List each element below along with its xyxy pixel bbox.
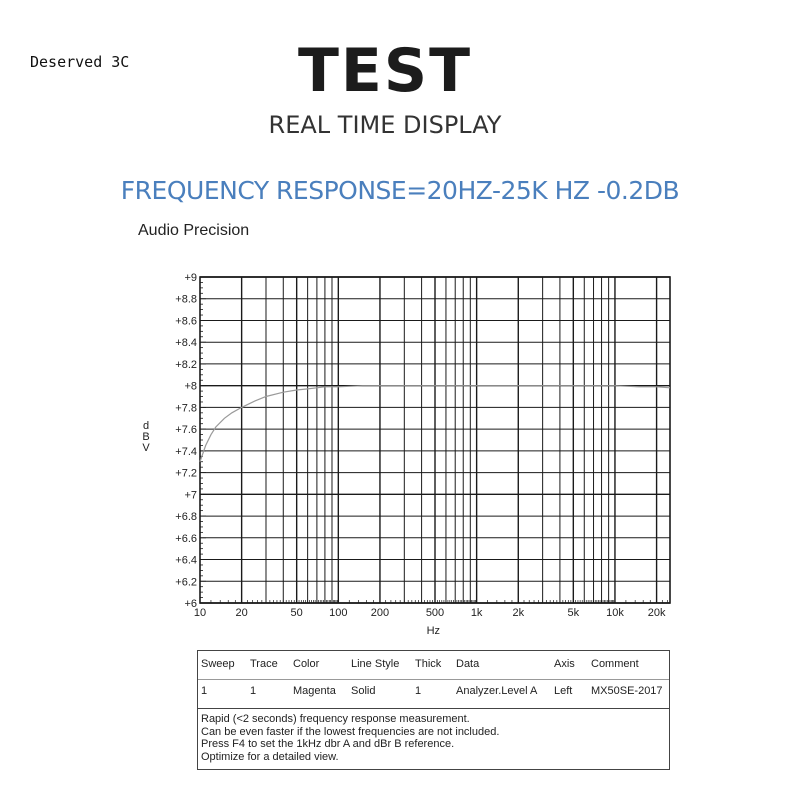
y-tick-label: +7.8	[175, 402, 197, 415]
x-tick-label: 1k	[470, 607, 483, 619]
page-title: TEST	[297, 36, 473, 106]
x-tick-label: 500	[425, 607, 445, 619]
x-tick-label: 20k	[647, 607, 666, 619]
table-header-color: Color	[293, 658, 320, 670]
table-header-thick: Thick	[415, 658, 442, 670]
note-line: Can be even faster if the lowest frequencies are not included.	[201, 725, 500, 738]
y-tick-label: +8.2	[175, 358, 197, 371]
y-tick-label: +8.6	[175, 315, 197, 328]
table-header-trace: Trace	[250, 658, 278, 670]
y-axis-label: d B V	[142, 420, 150, 454]
x-tick-label: 100	[329, 607, 348, 619]
table-notes	[198, 709, 669, 767]
y-tick-label: +7.2	[175, 467, 197, 480]
table-cell-trace: 1	[250, 685, 257, 697]
y-tick-label: +7	[184, 489, 197, 502]
table-header-comment: Comment	[591, 658, 639, 670]
y-tick-label: +7.4	[175, 445, 197, 458]
x-axis-label: Hz	[426, 625, 441, 637]
y-tick-label: +8.8	[175, 293, 197, 306]
table-cell-sweep: 1	[201, 685, 208, 697]
y-tick-label: +8.4	[175, 337, 197, 350]
x-tick-label: 20	[235, 607, 248, 619]
y-tick-label: +8	[184, 380, 197, 393]
trace-info-table	[197, 650, 670, 770]
table-cell-thick: 1	[415, 685, 422, 697]
x-tick-label: 2k	[512, 607, 525, 619]
x-tick-label: 50	[290, 607, 303, 619]
y-tick-label: +9	[184, 272, 197, 284]
table-cell-line-style: Solid	[351, 685, 376, 697]
page-subtitle: REAL TIME DISPLAY	[268, 111, 502, 139]
y-tick-label: +6	[184, 598, 197, 610]
brand-label: Audio Precision	[138, 222, 250, 239]
watermark-text: Deserved 3C	[30, 53, 130, 71]
table-header-sweep: Sweep	[201, 658, 235, 670]
note-line: Rapid (<2 seconds) frequency response measurement.	[201, 713, 470, 725]
y-tick-label: +6.4	[175, 554, 197, 567]
note-line: Press F4 to set the 1kHz dbr A and dBr B reference.	[201, 738, 455, 750]
table-row	[198, 680, 669, 709]
table-header-axis: Axis	[554, 658, 575, 670]
y-tick-label: +6.8	[175, 511, 197, 524]
note-line: Optimize for a detailed view.	[201, 750, 339, 763]
table-header-data: Data	[456, 658, 480, 670]
x-tick-label: 10k	[606, 607, 624, 619]
frequency-response-heading: FREQUENCY RESPONSE=20HZ-25K HZ -0.2DB	[120, 176, 680, 205]
y-tick-label: +7.6	[175, 424, 197, 437]
table-cell-data: Analyzer.Level A	[456, 685, 538, 697]
table-cell-color: Magenta	[293, 685, 336, 697]
table-cell-comment: MX50SE-2017	[591, 685, 663, 697]
y-tick-label: +6.6	[175, 532, 197, 545]
table-cell-axis: Left	[554, 685, 573, 697]
x-tick-label: 10	[193, 607, 207, 619]
x-tick-label: 200	[370, 607, 390, 619]
y-tick-label: +6.2	[175, 576, 197, 589]
table-header-line-style: Line Style	[351, 658, 400, 670]
frequency-response-chart	[0, 260, 800, 645]
table-header-row	[198, 651, 669, 680]
x-tick-label: 5k	[567, 607, 580, 619]
